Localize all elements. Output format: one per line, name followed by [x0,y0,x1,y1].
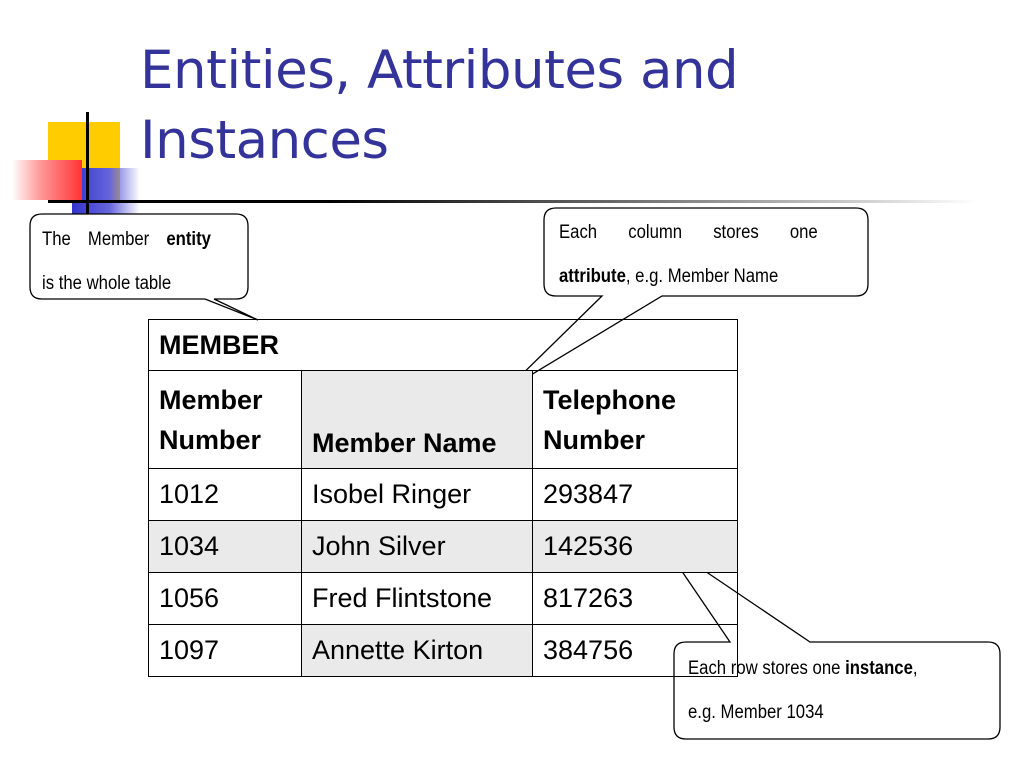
entity-callout-text [42,218,211,306]
cell-member-number: 1097 [149,625,302,677]
header-telephone-number: Telephone Number [533,371,738,469]
cell-telephone: 142536 [533,521,738,573]
cell-member-number: 1056 [149,573,302,625]
instance-callout-line2: e.g. Member 1034 [688,702,824,723]
table-header-row [149,371,738,469]
attribute-callout-text [559,211,818,299]
cell-telephone: 293847 [533,469,738,521]
cell-telephone: 817263 [533,573,738,625]
header-member-number: Member Number [149,371,302,469]
member-table [148,319,738,677]
header-member-name: Member Name [302,371,533,469]
entity-callout-line2: is the whole table [42,273,172,294]
entity-callout-line1: The Member entity [42,229,211,250]
cell-member-name: Fred Flintstone [302,573,533,625]
cell-member-name: John Silver [302,521,533,573]
cell-member-number: 1034 [149,521,302,573]
cell-member-name: Annette Kirton [302,625,533,677]
table-caption-row [149,320,738,371]
cell-member-name: Isobel Ringer [302,469,533,521]
attribute-callout-line1: Each column stores one [559,222,818,243]
table-caption: MEMBER [149,320,738,371]
table-row [149,469,738,521]
table-row [149,521,738,573]
cell-member-number: 1012 [149,469,302,521]
table-row [149,573,738,625]
title-line-2: Instances [140,110,389,171]
cell-telephone: 384756 [533,625,738,677]
attribute-callout-line2: attribute, e.g. Member Name [559,266,779,287]
title-line-1: Entities, Attributes and [140,40,739,101]
instance-callout-line1: Each row stores one instance, [688,658,918,679]
table-row [149,625,738,677]
